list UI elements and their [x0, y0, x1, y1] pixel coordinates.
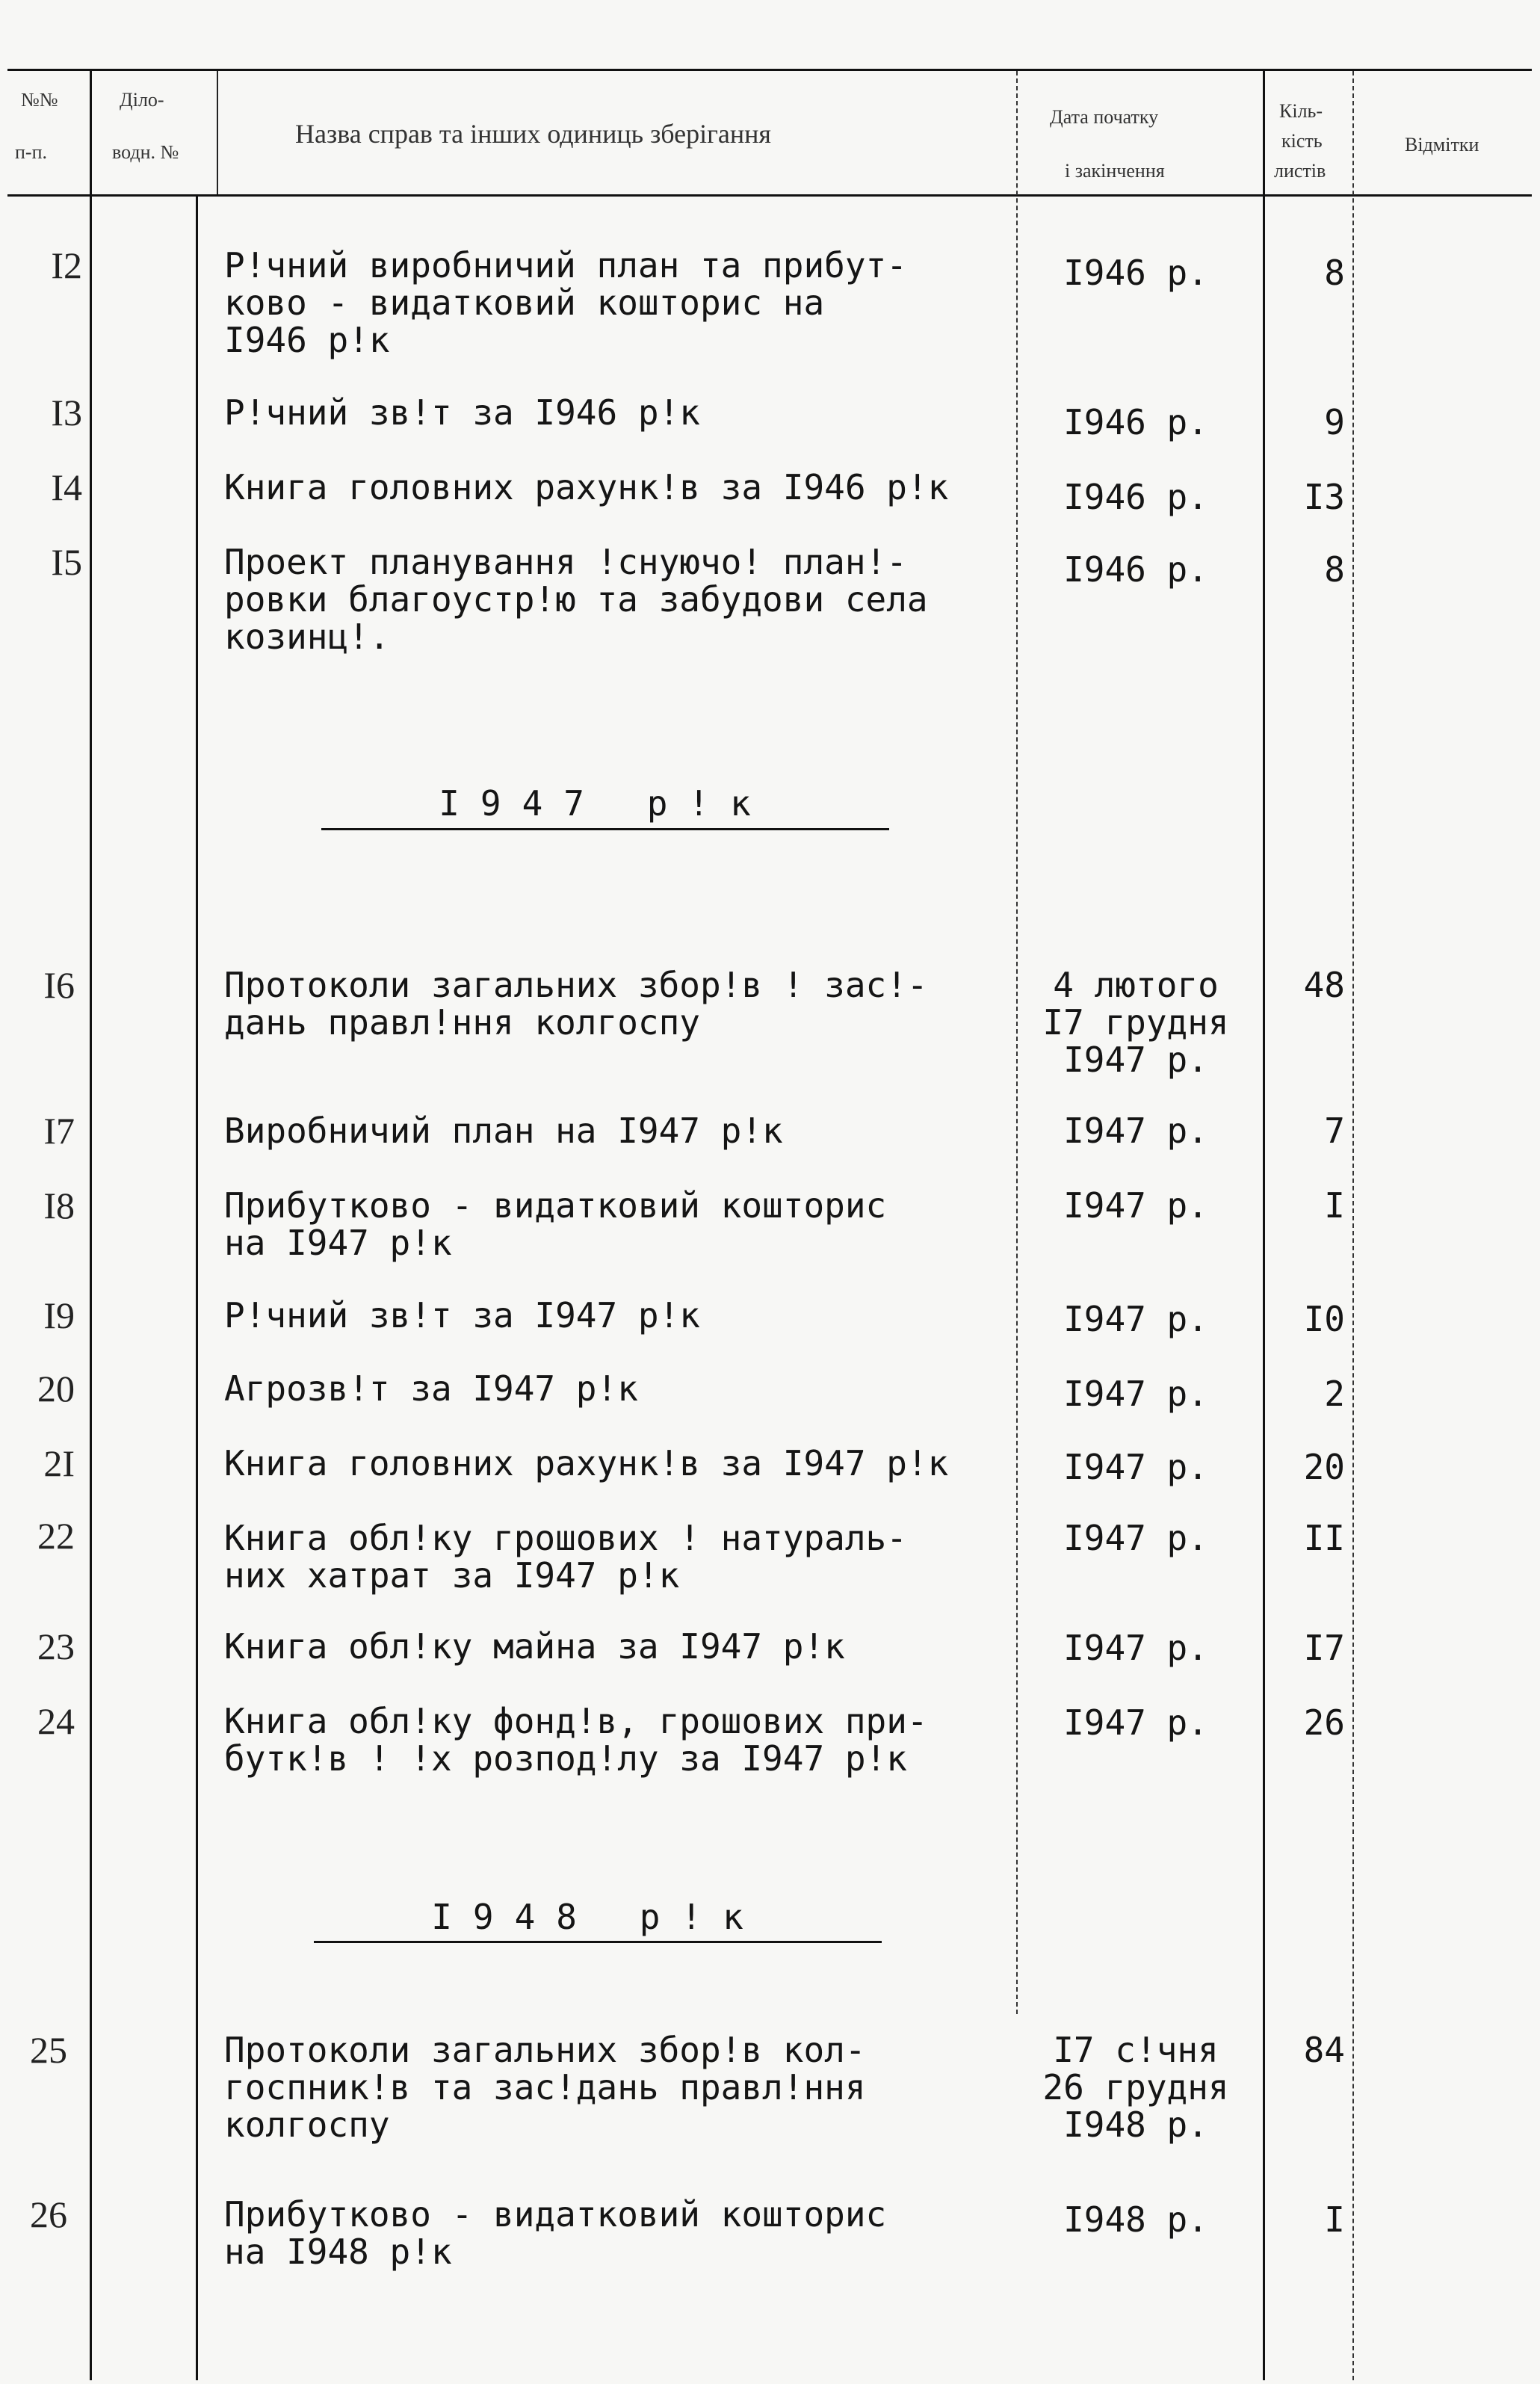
row-number: 2I — [43, 1442, 75, 1484]
header-dates-label: Дата початку — [1050, 106, 1159, 128]
row-title — [224, 2196, 1016, 2270]
count-value: II — [1303, 1518, 1345, 1558]
row-title — [224, 1628, 1016, 1665]
row-title — [224, 543, 1016, 655]
row-number: I2 — [51, 244, 82, 286]
date-line: I947 р. — [1063, 1628, 1208, 1668]
row-date — [1024, 1187, 1248, 1224]
count-value: I — [1324, 2199, 1345, 2240]
count-value: 7 — [1324, 1111, 1345, 1151]
title-line: дань правл!ння колгоспу — [224, 1002, 700, 1043]
count-value: I3 — [1303, 477, 1345, 517]
col-divider-office — [217, 71, 218, 194]
count-value: I — [1324, 1185, 1345, 1226]
row-number: I8 — [43, 1185, 75, 1226]
header-count-sub2: листів — [1274, 160, 1326, 182]
row-number: 24 — [37, 1700, 75, 1742]
header-bottom-rule — [7, 194, 1532, 197]
date-line: I947 р. — [1063, 1299, 1208, 1339]
count-value: 48 — [1303, 965, 1345, 1005]
header-top-rule — [7, 69, 1532, 71]
title-line: Протоколи загальних збор!в ! зас!- — [224, 965, 928, 1005]
col-divider-title — [196, 194, 198, 2380]
row-date — [1024, 2031, 1248, 2143]
count-value: I0 — [1303, 1299, 1345, 1339]
row-number: I4 — [51, 466, 82, 508]
row-title — [224, 1519, 1016, 1594]
row-title — [224, 966, 1016, 1041]
date-line: I947 р. — [1063, 1111, 1208, 1151]
row-date — [1024, 551, 1248, 588]
date-line: 26 грудня — [1042, 2067, 1229, 2107]
header-no-label: №№ — [21, 89, 58, 111]
row-date — [1024, 404, 1248, 441]
title-line: I946 р!к — [224, 320, 390, 360]
row-date — [1024, 2201, 1248, 2238]
col-divider-dates — [1016, 71, 1018, 2014]
title-line: ково - видатковий кошторис на — [224, 282, 825, 323]
row-sheet-count — [1263, 1448, 1345, 1486]
title-line: Проект планування !снуючо! план!- — [224, 542, 907, 582]
title-line: козинц!. — [224, 617, 390, 657]
date-line: I946 р. — [1063, 402, 1208, 442]
row-number: 26 — [30, 2193, 67, 2235]
row-date — [1024, 1375, 1248, 1412]
header-office-label: Діло- — [120, 89, 164, 111]
row-date — [1024, 1112, 1248, 1149]
row-title — [224, 247, 1016, 359]
col-divider-notes — [1352, 71, 1354, 2380]
row-sheet-count — [1263, 1375, 1345, 1412]
title-line: Агрозв!т за I947 р!к — [224, 1368, 638, 1409]
row-sheet-count — [1263, 551, 1345, 588]
date-line: I947 р. — [1063, 1374, 1208, 1414]
count-value: 8 — [1324, 253, 1345, 293]
row-sheet-count — [1263, 404, 1345, 441]
row-sheet-count — [1263, 2031, 1345, 2069]
title-line: Р!чний зв!т за I947 р!к — [224, 1295, 700, 1335]
header-dates-sub: і закінчення — [1065, 160, 1165, 182]
date-line: I946 р. — [1063, 477, 1208, 517]
count-value: 26 — [1303, 1702, 1345, 1743]
header-count-label: Кіль- — [1279, 100, 1323, 122]
row-date — [1024, 478, 1248, 516]
title-line: госпник!в та зас!дань правл!ння — [224, 2067, 866, 2107]
row-sheet-count — [1263, 1300, 1345, 1338]
year-heading-1947 — [321, 785, 889, 822]
title-line: них хатрат за I947 р!к — [224, 1555, 680, 1596]
row-sheet-count — [1263, 966, 1345, 1004]
row-title — [224, 1112, 1016, 1149]
row-title — [224, 1187, 1016, 1262]
row-sheet-count — [1263, 478, 1345, 516]
row-date — [1024, 254, 1248, 291]
row-sheet-count — [1263, 1519, 1345, 1557]
row-sheet-count — [1263, 1112, 1345, 1149]
title-line: колгоспу — [224, 2104, 390, 2145]
row-title — [224, 2031, 1016, 2143]
row-date — [1024, 1519, 1248, 1557]
date-line: I947 р. — [1063, 1702, 1208, 1743]
row-title — [224, 1445, 1016, 1482]
header-office-sub: водн. № — [112, 141, 179, 163]
date-line: I7 с!чня — [1053, 2030, 1219, 2070]
date-line: I946 р. — [1063, 253, 1208, 293]
row-sheet-count — [1263, 1187, 1345, 1224]
header-count-sub: кість — [1281, 130, 1323, 152]
header-no-sub: п-п. — [15, 141, 47, 163]
row-number: I6 — [43, 964, 75, 1006]
title-line: на I948 р!к — [224, 2232, 452, 2272]
row-date — [1024, 1704, 1248, 1741]
row-title — [224, 394, 1016, 431]
row-number: I3 — [51, 392, 82, 433]
header-notes-label: Відмітки — [1405, 134, 1479, 155]
row-title — [224, 1297, 1016, 1334]
title-line: Р!чний виробничий план та прибут- — [224, 245, 907, 285]
row-number: I7 — [43, 1110, 75, 1152]
date-line: 4 лютого — [1053, 965, 1219, 1005]
title-line: Книга головних рахунк!в за I946 р!к — [224, 467, 949, 507]
date-line: I947 р. — [1063, 1447, 1208, 1487]
title-line: Р!чний зв!т за I946 р!к — [224, 392, 700, 433]
count-value: 2 — [1324, 1374, 1345, 1414]
row-sheet-count — [1263, 1629, 1345, 1667]
row-title — [224, 1702, 1016, 1777]
row-sheet-count — [1263, 1704, 1345, 1741]
year-heading-text: I948 р!к — [431, 1897, 764, 1937]
row-number: 22 — [37, 1515, 75, 1557]
title-line: Книга обл!ку майна за I947 р!к — [224, 1626, 845, 1667]
row-date — [1024, 966, 1248, 1078]
row-sheet-count — [1263, 2201, 1345, 2238]
date-line: I7 грудня — [1042, 1002, 1229, 1043]
title-line: Книга обл!ку фонд!в, грошових при- — [224, 1701, 928, 1741]
year-heading-1948 — [314, 1898, 882, 1936]
title-line: бутк!в ! !х розпод!лу за I947 р!к — [224, 1738, 907, 1779]
count-value: 9 — [1324, 402, 1345, 442]
date-line: I947 р. — [1063, 1185, 1208, 1226]
header-title-label: Назва справ та інших одиниць зберігання — [295, 119, 771, 149]
row-number: 23 — [37, 1625, 75, 1667]
row-date — [1024, 1448, 1248, 1486]
row-title — [224, 1370, 1016, 1407]
row-date — [1024, 1629, 1248, 1667]
date-line: I947 р. — [1063, 1040, 1208, 1080]
title-line: Виробничий план на I947 р!к — [224, 1111, 783, 1151]
count-value: I7 — [1303, 1628, 1345, 1668]
row-number: 25 — [30, 2029, 67, 2071]
title-line: на I947 р!к — [224, 1223, 452, 1263]
row-number: I5 — [51, 541, 82, 583]
title-line: ровки благоустр!ю та забудови села — [224, 579, 928, 620]
count-value: 84 — [1303, 2030, 1345, 2070]
title-line: Прибутково - видатковий кошторис — [224, 1185, 887, 1226]
date-line: I948 р. — [1063, 2199, 1208, 2240]
title-line: Прибутково - видатковий кошторис — [224, 2194, 887, 2235]
title-line: Книга обл!ку грошових ! натураль- — [224, 1518, 907, 1558]
col-divider-no — [90, 71, 92, 2380]
row-number: 20 — [37, 1368, 75, 1409]
date-line: I946 р. — [1063, 549, 1208, 590]
year-heading-text: I947 р!к — [439, 783, 772, 824]
date-line: I948 р. — [1063, 2104, 1208, 2145]
title-line: Книга головних рахунк!в за I947 р!к — [224, 1443, 949, 1483]
count-value: 8 — [1324, 549, 1345, 590]
date-line: I947 р. — [1063, 1518, 1208, 1558]
count-value: 20 — [1303, 1447, 1345, 1487]
row-number: I9 — [43, 1294, 75, 1336]
title-line: Протоколи загальних збор!в кол- — [224, 2030, 866, 2070]
row-date — [1024, 1300, 1248, 1338]
year-underline — [314, 1941, 882, 1943]
row-title — [224, 469, 1016, 506]
year-underline — [321, 828, 889, 830]
row-sheet-count — [1263, 254, 1345, 291]
